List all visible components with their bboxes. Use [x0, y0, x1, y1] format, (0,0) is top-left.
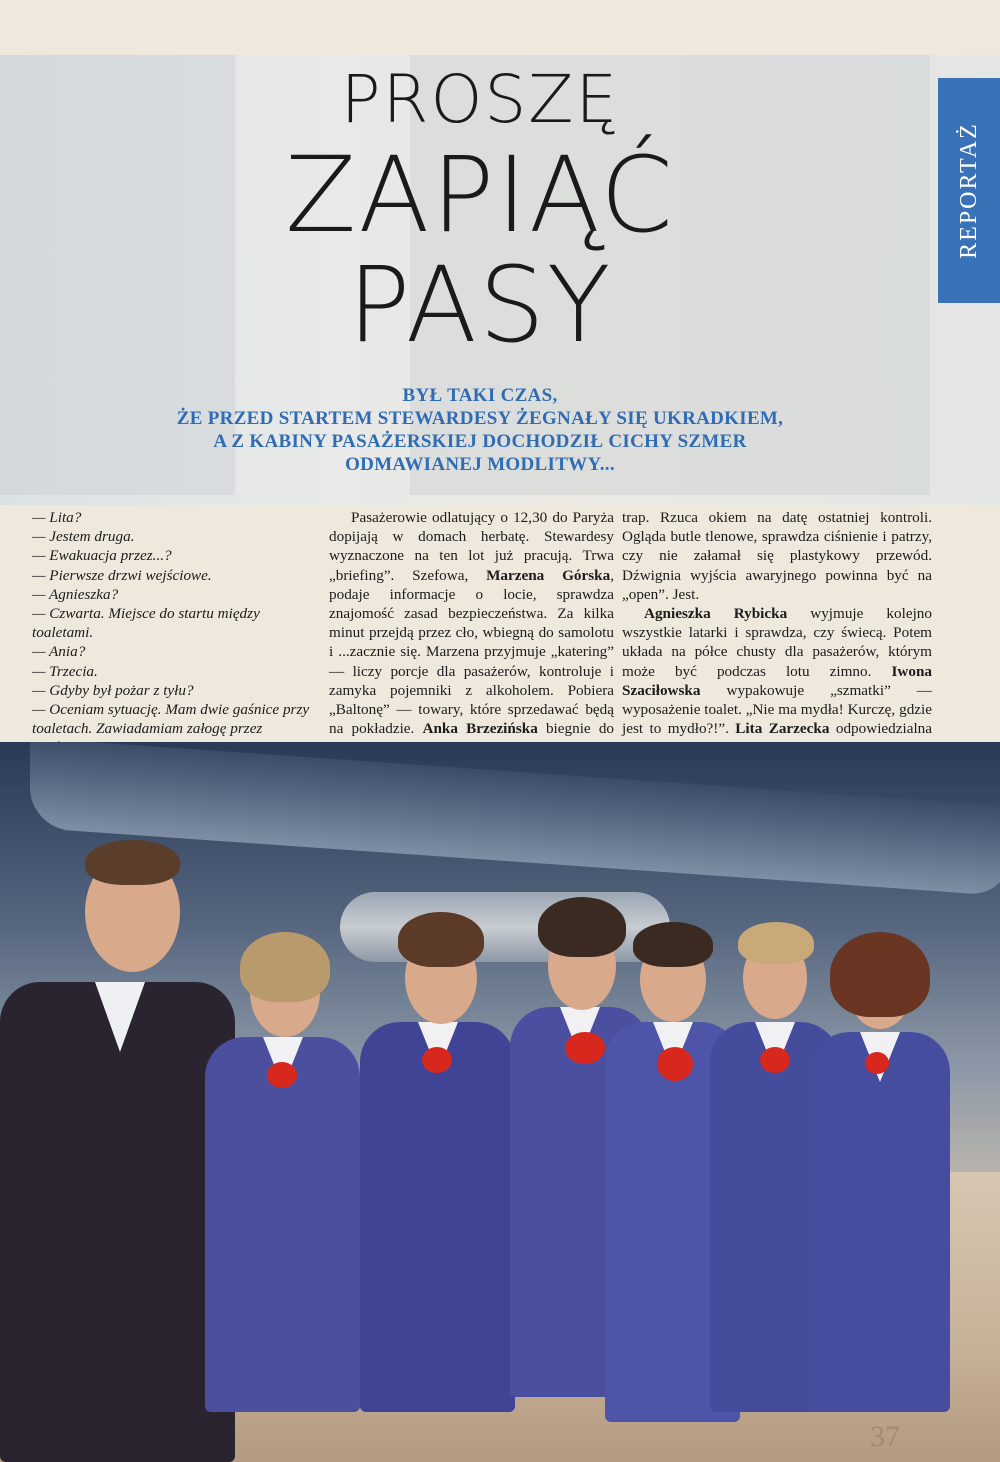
dialogue-line: — Pierwsze drzwi wejściowe. — [32, 566, 212, 584]
dialogue-line: — Ania? — [32, 643, 86, 661]
lead-line-1: BYŁ TAKI CZAS, — [402, 385, 558, 406]
person-name: Iwona Szaciłowska — [622, 662, 932, 699]
stewardess-figure — [810, 932, 950, 1412]
text-run: wypakowuje „szmatki” — wyposażenie toalet. „Nie ma mydła! Kurczę, gdzie jest to mydło?!”. — [622, 681, 932, 738]
article-title — [200, 60, 760, 366]
dialogue-line: — Jestem druga. — [32, 528, 135, 546]
text-run: Pasażerowie odlatujący o 12,30 do Paryża dopijają w domach herbatę. Stewardesy wyznaczone na ten lot już pracują. Trwa „briefing”. Szefowa, — [329, 509, 614, 584]
dialogue-line: — Ewakuacja przez...? — [32, 547, 172, 565]
dialogue-line: — Lita? — [32, 509, 82, 526]
text-run: wyjmuje kolejno wszystkie latarki i sprawdza, czy świecą. Potem układa na półce chusty dla pasażerów, którym może być podczas lotu zimno. — [622, 605, 932, 680]
person-name: Lita Zarzecka — [735, 720, 830, 738]
text-column-3 — [622, 508, 932, 758]
person-name: Agnieszka Rybicka — [644, 605, 788, 623]
person-name: Marzena Górska — [486, 566, 611, 584]
lead-line-3: A Z KABINY PASAŻERSKIEJ DOCHODZIŁ CICHY SZMER — [213, 431, 747, 452]
article-lead — [170, 384, 790, 476]
steward-figure — [0, 832, 235, 1462]
dialogue-line: — Oceniam sytuację. Mam dwie gaśnice przy toaletach. Zawiadamiam załogę przez — [32, 701, 310, 738]
crew-photo — [0, 742, 1000, 1462]
title-line-3: PASY — [347, 244, 613, 366]
title-line-2: ZAPIĄĆ — [285, 134, 675, 256]
person-name: Anka Brzezińska — [422, 720, 538, 738]
dialogue-line: — Gdyby był pożar z tyłu? — [32, 681, 194, 699]
text-column-dialogue — [32, 508, 318, 758]
page-number: 37 — [870, 1420, 900, 1453]
text-column-2 — [329, 508, 614, 758]
section-tab — [938, 78, 1000, 303]
text-run: odpowiedzialna — [835, 720, 932, 738]
dialogue-line: — Trzecia. — [32, 662, 98, 680]
lead-line-4: ODMAWIANEJ MODLITWY... — [345, 454, 615, 475]
stewardess-figure — [360, 912, 515, 1412]
paragraph: trap. Rzuca okiem na datę ostatniej kontroli. Ogląda butle tlenowe, sprawdza ciśnienie i patrzy, czy nie załamał się plastykowy przewód. Dźwignia wyjścia awaryjnego powinna być na „open”. Jest. — [622, 509, 932, 603]
section-label: REPORTAŻ — [955, 122, 982, 259]
lead-line-2: ŻE PRZED STARTEM STEWARDESY ŻEGNAŁY SIĘ UKRADKIEM, — [176, 408, 784, 429]
dialogue-line: — Czwarta. Miejsce do startu między toaletami. — [32, 605, 260, 642]
text-run: , podaje informacje o locie, sprawdza znajomość zasad bezpieczeństwa. Za kilka minut przejdą przez cło, wbiegną do samolotu i ...zacznie się. Marzena przyjmuje „katering” — liczy porcje dla pasażerów, kontroluje i zamyka pojemniki z alkoholem. Pobiera „Baltonę” — towary, które sprzedawać będą na pokładzie. — [329, 566, 614, 738]
stewardess-figure — [205, 932, 360, 1412]
paragraph — [329, 508, 614, 758]
text-run: biegnie do — [545, 720, 615, 738]
dialogue-line: — Agnieszka? — [32, 585, 119, 603]
title-line-1: PROSZĘ — [340, 61, 620, 138]
paragraph — [622, 604, 932, 758]
